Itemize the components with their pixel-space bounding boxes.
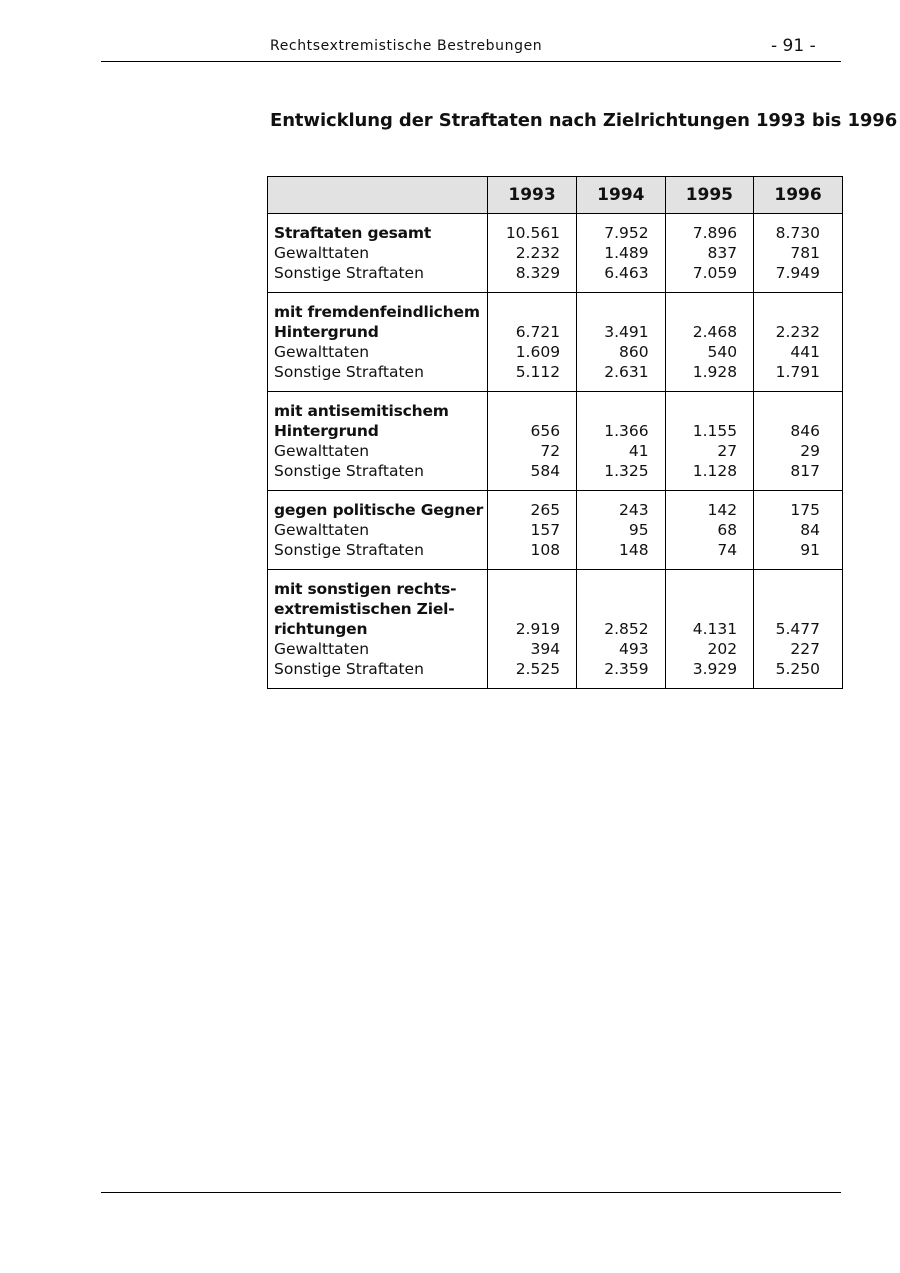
running-header: Rechtsextremistische Bestrebungen xyxy=(270,38,543,54)
total-value: 175 xyxy=(790,501,820,519)
category-cell xyxy=(268,570,488,689)
subcategory-value: 1.489 xyxy=(604,244,649,262)
column-header: 1995 xyxy=(665,177,754,214)
value-cell xyxy=(665,214,754,293)
subcategory-value: 817 xyxy=(790,462,820,480)
total-value: 142 xyxy=(707,501,738,519)
total-value: 1.155 xyxy=(692,422,738,440)
column-header: 1993 xyxy=(488,177,577,214)
category-label: mit fremdenfeindlichem xyxy=(274,303,480,321)
subcategory-value: 27 xyxy=(717,442,738,460)
subcategory-value: 8.329 xyxy=(515,264,561,282)
subcategory-label: Gewalttaten xyxy=(274,244,370,262)
value-cell xyxy=(665,570,754,689)
spacer xyxy=(666,302,738,322)
value-cell xyxy=(577,392,666,491)
spacer xyxy=(754,599,820,619)
header-label-cell xyxy=(268,177,488,214)
total-value: 243 xyxy=(619,501,649,519)
subcategory-value: 2.359 xyxy=(604,660,649,678)
subcategory-value: 148 xyxy=(619,541,649,559)
subcategory-value: 1.609 xyxy=(515,343,561,361)
spacer xyxy=(577,302,649,322)
table-group-row xyxy=(268,293,843,392)
subcategory-value: 2.232 xyxy=(515,244,561,262)
spacer xyxy=(754,579,820,599)
subcategory-value: 84 xyxy=(800,521,820,539)
value-cell xyxy=(488,392,577,491)
total-value: 846 xyxy=(790,422,820,440)
subcategory-value: 837 xyxy=(707,244,738,262)
category-label: gegen politische Gegner xyxy=(274,501,484,519)
table-header-row xyxy=(268,177,843,214)
header-rule xyxy=(101,61,841,62)
category-label: Straftaten gesamt xyxy=(274,224,432,242)
value-cell xyxy=(577,491,666,570)
total-value: 7.952 xyxy=(604,224,649,242)
category-label: mit sonstigen rechts- xyxy=(274,580,457,598)
value-cell xyxy=(488,570,577,689)
subcategory-value: 6.463 xyxy=(604,264,649,282)
value-cell xyxy=(577,293,666,392)
subcategory-value: 7.949 xyxy=(775,264,820,282)
category-label: Hintergrund xyxy=(274,422,379,440)
subcategory-value: 781 xyxy=(790,244,820,262)
value-cell xyxy=(754,392,843,491)
category-cell xyxy=(268,491,488,570)
value-cell xyxy=(665,392,754,491)
subcategory-label: Sonstige Straftaten xyxy=(274,363,424,381)
subcategory-label: Gewalttaten xyxy=(274,640,370,658)
subcategory-value: 95 xyxy=(628,521,649,539)
total-value: 2.852 xyxy=(604,620,649,638)
spacer xyxy=(666,599,738,619)
subcategory-value: 394 xyxy=(530,640,561,658)
value-cell xyxy=(754,491,843,570)
category-cell xyxy=(268,293,488,392)
total-value: 2.468 xyxy=(692,323,738,341)
total-value: 8.730 xyxy=(775,224,820,242)
subcategory-value: 227 xyxy=(790,640,820,658)
subcategory-value: 5.250 xyxy=(775,660,820,678)
column-header: 1994 xyxy=(577,177,666,214)
subcategory-value: 3.929 xyxy=(692,660,738,678)
subcategory-value: 7.059 xyxy=(692,264,738,282)
spacer xyxy=(666,401,738,421)
table-title: Entwicklung der Straftaten nach Zielrichtungen 1993 bis 1996 xyxy=(270,110,898,131)
total-value: 6.721 xyxy=(515,323,561,341)
value-cell xyxy=(488,214,577,293)
total-value: 1.366 xyxy=(604,422,649,440)
total-value: 656 xyxy=(530,422,561,440)
subcategory-value: 68 xyxy=(717,521,738,539)
subcategory-value: 2.525 xyxy=(515,660,561,678)
subcategory-label: Sonstige Straftaten xyxy=(274,541,424,559)
spacer xyxy=(754,401,820,421)
total-value: 265 xyxy=(530,501,561,519)
offenses-table xyxy=(267,176,843,689)
spacer xyxy=(488,302,560,322)
subcategory-value: 493 xyxy=(619,640,649,658)
spacer xyxy=(577,401,649,421)
subcategory-value: 74 xyxy=(717,541,738,559)
total-value: 4.131 xyxy=(692,620,738,638)
column-header: 1996 xyxy=(754,177,843,214)
spacer xyxy=(577,599,649,619)
spacer xyxy=(488,579,560,599)
table-group-row xyxy=(268,214,843,293)
subcategory-value: 72 xyxy=(540,442,561,460)
total-value: 7.896 xyxy=(692,224,738,242)
total-value: 10.561 xyxy=(505,224,561,242)
table-group-row xyxy=(268,570,843,689)
subcategory-value: 5.112 xyxy=(515,363,561,381)
category-label: mit antisemitischem xyxy=(274,402,449,420)
table-group-row xyxy=(268,491,843,570)
subcategory-value: 108 xyxy=(530,541,561,559)
subcategory-value: 157 xyxy=(530,521,561,539)
total-value: 3.491 xyxy=(604,323,649,341)
value-cell xyxy=(754,214,843,293)
subcategory-value: 1.928 xyxy=(692,363,738,381)
value-cell xyxy=(754,293,843,392)
subcategory-value: 860 xyxy=(619,343,649,361)
spacer xyxy=(488,599,560,619)
spacer xyxy=(666,579,738,599)
subcategory-value: 41 xyxy=(628,442,649,460)
subcategory-value: 2.631 xyxy=(604,363,649,381)
footer-rule xyxy=(101,1192,841,1193)
value-cell xyxy=(665,491,754,570)
value-cell xyxy=(577,214,666,293)
value-cell xyxy=(754,570,843,689)
subcategory-label: Sonstige Straftaten xyxy=(274,660,424,678)
total-value: 2.919 xyxy=(515,620,561,638)
subcategory-value: 540 xyxy=(707,343,738,361)
subcategory-label: Gewalttaten xyxy=(274,343,370,361)
category-label: extremistischen Ziel- xyxy=(274,600,455,618)
subcategory-value: 29 xyxy=(800,442,820,460)
page-number: - 91 - xyxy=(771,36,816,56)
category-cell xyxy=(268,214,488,293)
table-group-row xyxy=(268,392,843,491)
subcategory-label: Gewalttaten xyxy=(274,442,370,460)
value-cell xyxy=(488,293,577,392)
value-cell xyxy=(665,293,754,392)
total-value: 5.477 xyxy=(775,620,820,638)
subcategory-value: 91 xyxy=(800,541,820,559)
subcategory-value: 441 xyxy=(790,343,820,361)
category-label: Hintergrund xyxy=(274,323,379,341)
category-label: richtungen xyxy=(274,620,368,638)
subcategory-value: 584 xyxy=(530,462,561,480)
subcategory-value: 1.791 xyxy=(775,363,820,381)
spacer xyxy=(577,579,649,599)
spacer xyxy=(754,302,820,322)
subcategory-value: 1.325 xyxy=(604,462,649,480)
value-cell xyxy=(577,570,666,689)
spacer xyxy=(488,401,560,421)
category-cell xyxy=(268,392,488,491)
value-cell xyxy=(488,491,577,570)
total-value: 2.232 xyxy=(775,323,820,341)
subcategory-label: Sonstige Straftaten xyxy=(274,264,424,282)
subcategory-label: Gewalttaten xyxy=(274,521,370,539)
subcategory-value: 202 xyxy=(707,640,738,658)
subcategory-value: 1.128 xyxy=(692,462,738,480)
subcategory-label: Sonstige Straftaten xyxy=(274,462,424,480)
